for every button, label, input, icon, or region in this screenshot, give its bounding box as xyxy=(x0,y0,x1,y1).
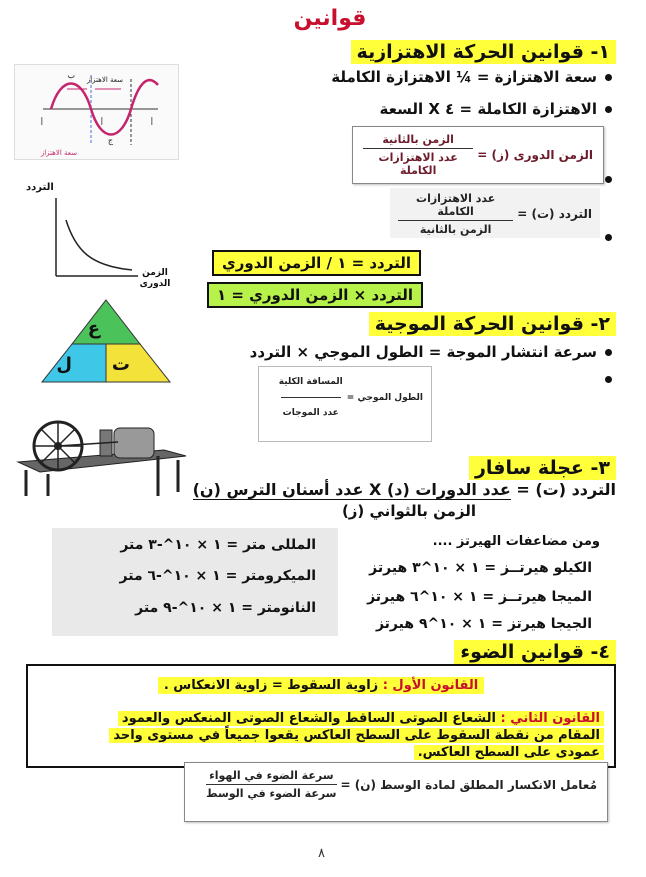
section3-heading: ٣- عجلة سافار xyxy=(469,456,616,480)
refraction-formula-box xyxy=(184,762,608,822)
length-unit-micro: الميكرومتر = ١ × ١٠^-٦ متر xyxy=(119,568,316,584)
triangle-top-label: ع xyxy=(87,318,100,339)
bullet-dot xyxy=(605,106,612,113)
frequency-formula-den: الزمن بالثانية xyxy=(419,223,492,236)
hertz-multiples-intro: ومن مضاعفات الهيرتز .... xyxy=(432,534,600,549)
period-formula-box xyxy=(352,126,604,184)
wave-top-mark: ب xyxy=(67,71,75,80)
wave-bottom-label: سعة الاهتزاز xyxy=(40,149,77,157)
wave-mid-mark: أ xyxy=(100,118,103,127)
wave-right-mark: أ xyxy=(150,118,153,127)
triangle-right-label: ت xyxy=(111,354,130,375)
relation-2: التردد × الزمن الدوري = ١ xyxy=(207,282,423,308)
section2-heading: ٢- قوانين الحركة الموجية xyxy=(369,312,616,336)
law2-line3: عمودى على السطح العاكس. xyxy=(414,745,604,760)
savart-wheel-illustration xyxy=(14,416,190,502)
s1-bullet-2: الاهتزازة الكاملة = ٤ X السعة xyxy=(380,100,612,118)
wave-left-mark: أ xyxy=(40,118,43,127)
wavelength-formula-num: المسافة الكلية xyxy=(278,377,343,387)
frequency-formula-box xyxy=(390,188,600,238)
length-unit-milli: المللى متر = ١ × ١٠^-٣ متر xyxy=(120,537,316,553)
wavelength-formula-box xyxy=(258,366,432,442)
wavelength-formula-den: عدد الموجات xyxy=(282,408,339,418)
bullet-dot xyxy=(605,234,612,241)
savart-formula-line1 xyxy=(193,480,616,499)
page-number: ٨ xyxy=(318,846,325,861)
period-formula-num: الزمن بالثانية xyxy=(382,133,454,146)
law1-line xyxy=(38,674,604,693)
savart-formula-denominator: الزمن بالثواني (ز) xyxy=(341,502,476,520)
bullet-dot xyxy=(605,349,612,356)
wave-speed-triangle xyxy=(36,298,176,384)
refraction-formula-den: سرعة الضوء في الوسط xyxy=(206,787,337,800)
triangle-left-label: ل xyxy=(56,354,72,375)
s2-bullet-1: سرعة انتشار الموجة = الطول الموجي × التردد xyxy=(250,343,612,361)
bullet-dot xyxy=(605,176,612,183)
frequency-formula-lhs: التردد (ت) = xyxy=(517,207,592,221)
period-formula-lhs: الزمن الدورى (ز) = xyxy=(477,148,593,162)
triangle-top xyxy=(72,300,140,344)
law2-label: القانون الثاني : xyxy=(500,711,600,726)
law2-block xyxy=(38,707,604,760)
frequency-formula-num: عدد الاهتزازات الكاملة xyxy=(416,192,496,218)
bullet-dot xyxy=(605,74,612,81)
s1-bullet-1: سعة الاهتزازة = ¼ الاهتزازة الكاملة xyxy=(331,68,612,86)
period-formula-den: عدد الاهتزازات الكاملة xyxy=(378,151,458,177)
hertz-multiple-mega: الميجا هيرتــز = ١ × ١٠^٦ هيرتز xyxy=(367,589,592,605)
law1-text: زاوية السقوط = زاوية الانعكاس . xyxy=(163,678,379,693)
savart-formula-prefix: التردد (ت) = xyxy=(516,480,616,499)
section1-heading: ١- قوانين الحركة الاهتزازية xyxy=(351,40,616,64)
wave-svg xyxy=(13,65,178,161)
hertz-multiple-giga: الجيجا هيرتز = ١ × ١٠^٩ هيرتز xyxy=(375,616,592,632)
law2-line1: الشعاع الصوتى الساقط والشعاع الصوتى المنعكس والعمود xyxy=(121,711,496,726)
wave-top-label: سعة الاهتزاز xyxy=(86,76,123,84)
law1-label: القانون الأول : xyxy=(382,678,479,693)
page-title: قوانين xyxy=(293,6,367,31)
savart-svg xyxy=(14,416,190,502)
savart-formula-numerator: عدد الدورات (د) X عدد أسنان الترس (ن) xyxy=(192,480,511,499)
fraction-bar xyxy=(363,148,473,149)
triangle-left xyxy=(42,344,106,382)
fraction-bar xyxy=(206,784,336,785)
wave-figure xyxy=(14,64,179,160)
hertz-multiple-kilo: الكيلو هيرتــز = ١ × ١٠^٣ هيرتز xyxy=(369,560,592,576)
relation-1: التردد = ١ / الزمن الدوري xyxy=(212,250,421,276)
frequency-period-graph xyxy=(20,180,180,298)
wavelength-formula-lhs: الطول الموجي = xyxy=(346,392,423,403)
law2-line2: المقام من نقطة السقوط على السطح العاكس يقعوا جميعاً في مستوى واحد xyxy=(109,728,604,743)
refraction-formula-num: سرعة الضوء في الهواء xyxy=(209,769,334,782)
bullet-dot xyxy=(605,376,612,383)
graph-ylabel: التردد xyxy=(26,182,54,193)
length-unit-nano: النانومتر = ١ × ١٠^-٩ متر xyxy=(135,600,316,616)
fraction-bar xyxy=(398,220,513,221)
fraction-bar xyxy=(281,397,341,398)
graph-xlabel: الزمن الدورى xyxy=(139,268,171,289)
wave-bottom-mark: ج xyxy=(107,136,113,145)
refraction-formula-lhs: مُعامل الانكسار المطلق لمادة الوسط (ن) = xyxy=(340,777,597,792)
section4-heading: ٤- قوانين الضوء xyxy=(454,640,616,664)
triangle-svg xyxy=(36,298,176,384)
light-laws-box xyxy=(26,664,616,768)
